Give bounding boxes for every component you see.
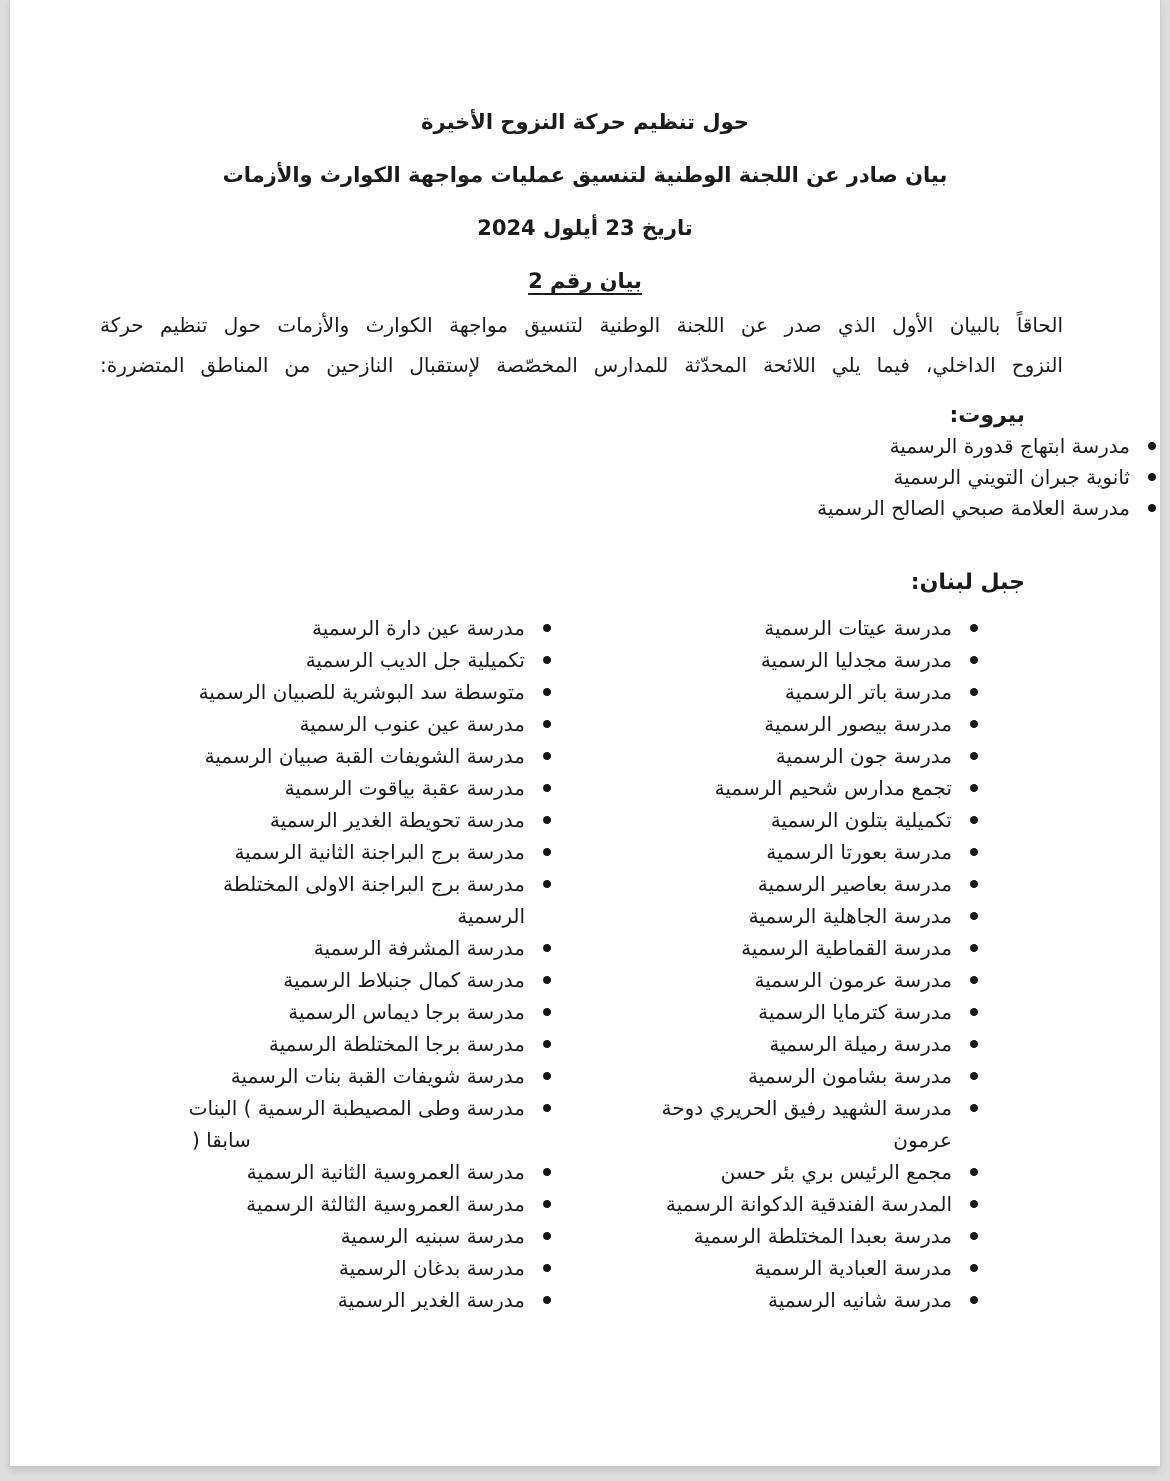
school-item <box>597 1092 982 1156</box>
school-name-line: مدرسة القماطية الرسمية <box>741 936 952 960</box>
school-name-line: مدرسة برجا المختلطة الرسمية <box>268 1032 525 1056</box>
school-item <box>140 1156 555 1188</box>
school-item <box>140 804 555 836</box>
school-name-line: مدرسة شويفات القبة بنات الرسمية <box>230 1064 525 1088</box>
school-item <box>140 1092 555 1156</box>
school-item <box>597 1284 982 1316</box>
school-item <box>140 868 555 932</box>
school-name-line: مدرسة عين دارة الرسمية <box>312 616 525 640</box>
school-name-line: مدرسة برج البراجنة الثانية الرسمية <box>234 840 525 864</box>
school-name-line: مدرسة ابتهاج قدورة الرسمية <box>889 434 1130 458</box>
school-name-line: مدرسة بعاصير الرسمية <box>757 872 952 896</box>
school-item <box>597 676 982 708</box>
school-name-line: مدرسة الشهيد رفيق الحريري دوحة <box>661 1096 952 1120</box>
school-name-line: مدرسة بدغان الرسمية <box>338 1256 525 1280</box>
school-item <box>597 1028 982 1060</box>
school-item <box>597 1156 982 1188</box>
school-item <box>10 493 1160 524</box>
school-name-line: مدرسة الشويفات القبة صبيان الرسمية <box>204 744 525 768</box>
school-item <box>597 900 982 932</box>
school-item <box>597 612 982 644</box>
school-name-line: مدرسة المشرفة الرسمية <box>313 936 525 960</box>
school-item <box>140 1028 555 1060</box>
school-item <box>597 708 982 740</box>
school-item <box>140 708 555 740</box>
school-name-line: مدرسة بعبدا المختلطة الرسمية <box>693 1224 952 1248</box>
school-name-line: مدرسة عين عنوب الرسمية <box>299 712 525 736</box>
school-item <box>140 1188 555 1220</box>
school-name-line: مدرسة العلامة صبحي الصالح الرسمية <box>817 496 1130 520</box>
document-header <box>10 0 1160 297</box>
school-item <box>597 1220 982 1252</box>
school-name-line: مدرسة الغدير الرسمية <box>337 1288 525 1312</box>
school-name-line: مدرسة بعورتا الرسمية <box>766 840 952 864</box>
section-heading-mount-lebanon: جبل لبنان: <box>910 570 1025 595</box>
intro-line-1: الحاقاً بالبيان الأول الذي صدر عن اللجنة الوطنية لتنسيق مواجهة الكوارث والأزمات حول تنظيم حركة <box>100 313 1063 337</box>
school-item <box>597 996 982 1028</box>
school-name-line: مدرسة العبادية الرسمية <box>754 1256 952 1280</box>
school-item <box>597 836 982 868</box>
school-name-line: متوسطة سد البوشرية للصبيان الرسمية <box>198 680 525 704</box>
school-name-line: المدرسة الفندقية الدكوانة الرسمية <box>665 1192 952 1216</box>
school-name-line: مدرسة عقبة بياقوت الرسمية <box>284 776 525 800</box>
school-item <box>597 964 982 996</box>
school-item <box>140 772 555 804</box>
school-item <box>597 1188 982 1220</box>
school-name-line: تكميلية بتلون الرسمية <box>770 808 952 832</box>
doc-statement-number: بيان رقم 2 <box>528 269 642 293</box>
school-item <box>597 740 982 772</box>
school-name-line: تجمع مدارس شحيم الرسمية <box>714 776 952 800</box>
section-heading-beirut: بيروت: <box>949 403 1025 428</box>
school-name-line: مدرسة بشامون الرسمية <box>747 1064 952 1088</box>
school-name-line: مدرسة وطى المصيطبة الرسمية ) البنات <box>188 1096 525 1120</box>
school-name-line: سابقا ( <box>192 1128 251 1152</box>
school-name-line: مدرسة برجا ديماس الرسمية <box>288 1000 525 1024</box>
doc-issuer-line: بيان صادر عن اللجنة الوطنية لتنسيق عمليات مواجهة الكوارث والأزمات <box>222 163 948 187</box>
school-name-line: مدرسة باتر الرسمية <box>784 680 952 704</box>
school-item <box>140 996 555 1028</box>
school-item <box>140 676 555 708</box>
school-name-line: تكميلية جل الديب الرسمية <box>305 648 525 672</box>
school-name-line: مدرسة بيصور الرسمية <box>764 712 952 736</box>
school-item <box>597 932 982 964</box>
school-name-line: مدرسة سبنيه الرسمية <box>340 1224 525 1248</box>
document-page <box>10 0 1160 1466</box>
school-name-line: مدرسة العمروسية الثانية الرسمية <box>246 1160 525 1184</box>
school-item <box>140 1220 555 1252</box>
school-item <box>10 431 1160 462</box>
school-name-line: مدرسة برج البراجنة الاولى المختلطة <box>223 872 525 896</box>
school-item <box>597 644 982 676</box>
school-name-line: مدرسة العمروسية الثالثة الرسمية <box>246 1192 525 1216</box>
school-item <box>140 740 555 772</box>
school-name-line: مدرسة جون الرسمية <box>775 744 952 768</box>
doc-title: حول تنظيم حركة النزوح الأخيرة <box>421 110 749 134</box>
school-item <box>10 462 1160 493</box>
mount-lebanon-school-list-left-column <box>140 612 555 1316</box>
school-item <box>140 1284 555 1316</box>
intro-paragraph <box>100 305 1063 385</box>
school-item <box>140 964 555 996</box>
school-name-line: مدرسة عرمون الرسمية <box>754 968 952 992</box>
school-item <box>140 644 555 676</box>
school-name-line: مدرسة كترمايا الرسمية <box>758 1000 952 1024</box>
mount-lebanon-columns <box>10 612 1160 1316</box>
school-item <box>140 836 555 868</box>
school-name-line: مدرسة تحويطة الغدير الرسمية <box>269 808 525 832</box>
school-name-line: الرسمية <box>457 904 525 928</box>
school-name-line: مدرسة الجاهلية الرسمية <box>748 904 952 928</box>
school-name-line: مدرسة كمال جنبلاط الرسمية <box>283 968 525 992</box>
school-item <box>140 1252 555 1284</box>
beirut-school-list <box>10 431 1160 524</box>
school-name-line: مدرسة شانيه الرسمية <box>767 1288 952 1312</box>
school-name-line: مجمع الرئيس بري بئر حسن <box>720 1160 952 1184</box>
school-item <box>140 932 555 964</box>
mount-lebanon-school-list-right-column <box>597 612 982 1316</box>
school-item <box>597 1252 982 1284</box>
school-name-line: ثانوية جبران التويني الرسمية <box>893 465 1130 489</box>
doc-date-line: تاريخ 23 أيلول 2024 <box>477 216 693 240</box>
school-name-line: مدرسة مجدليا الرسمية <box>760 648 952 672</box>
school-name-line: مدرسة رميلة الرسمية <box>769 1032 952 1056</box>
school-name-line: مدرسة عيتات الرسمية <box>764 616 952 640</box>
school-item <box>140 612 555 644</box>
school-name-line: عرمون <box>893 1128 952 1152</box>
school-item <box>597 868 982 900</box>
school-item <box>597 804 982 836</box>
school-item <box>597 772 982 804</box>
school-item <box>597 1060 982 1092</box>
school-item <box>140 1060 555 1092</box>
intro-line-2: النزوح الداخلي، فيما يلي اللائحة المحدّثة للمدارس المخصّصة لإستقبال النازحين من المناطق المتضررة: <box>100 353 1063 377</box>
